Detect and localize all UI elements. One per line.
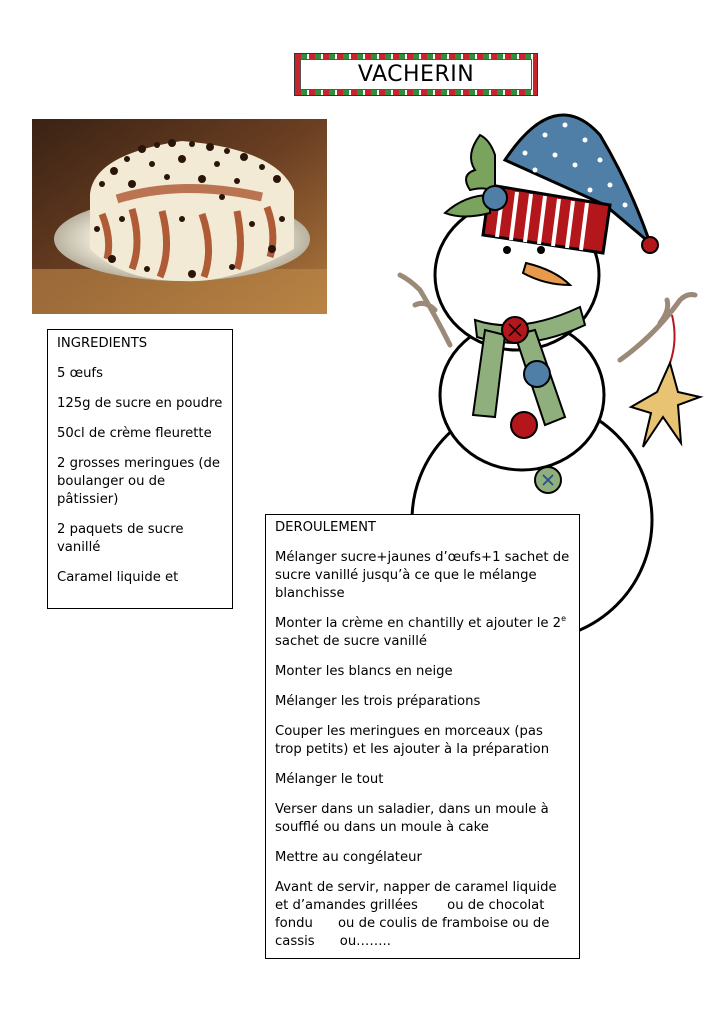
step-item: Verser dans un saladier, dans un moule à soufflé ou dans un moule à cake [275,802,549,835]
ingredient-item: 2 paquets de sucre vanillé [57,522,184,555]
step-superscript: e [561,614,566,623]
ingredients-heading: INGREDIENTS [57,336,148,351]
ingredient-item: 125g de sucre en poudre [57,396,223,411]
ingredient-item: 5 œufs [57,366,103,381]
ingredient-item: Caramel liquide et [57,570,179,585]
step-item: Monter les blancs en neige [275,664,453,679]
page-title: VACHERIN [300,59,532,90]
ingredient-item: 2 grosses meringues (de boulanger ou de pâtissier) [57,456,221,507]
steps-heading: DEROULEMENT [275,520,376,535]
step-item: Mélanger sucre+jaunes d’œufs+1 sachet de sucre vanillé jusqu’à ce que le mélange blanchisse [275,550,570,601]
star-ornament-icon [631,315,700,447]
step-text: sachet de sucre vanillé [275,634,427,649]
title-banner [294,53,538,96]
step-item: Couper les meringues en morceaux (pas trop petits) et les ajouter à la préparation [275,724,550,757]
steps-box [265,514,580,959]
step-item [275,615,570,651]
ingredient-item: 50cl de crème fleurette [57,426,212,441]
step-item: Avant de servir, napper de caramel liquide et d’amandes grillées ou de chocolat fondu ou de coulis de framboise ou de cassis ou…….. [275,880,561,949]
ingredients-box [47,329,233,609]
step-text: Monter la crème en chantilly et ajouter le 2 [275,616,562,631]
step-item: Mélanger les trois préparations [275,694,481,709]
cake-photo [32,119,327,314]
step-item: Mettre au congélateur [275,850,422,865]
step-item: Mélanger le tout [275,772,384,787]
